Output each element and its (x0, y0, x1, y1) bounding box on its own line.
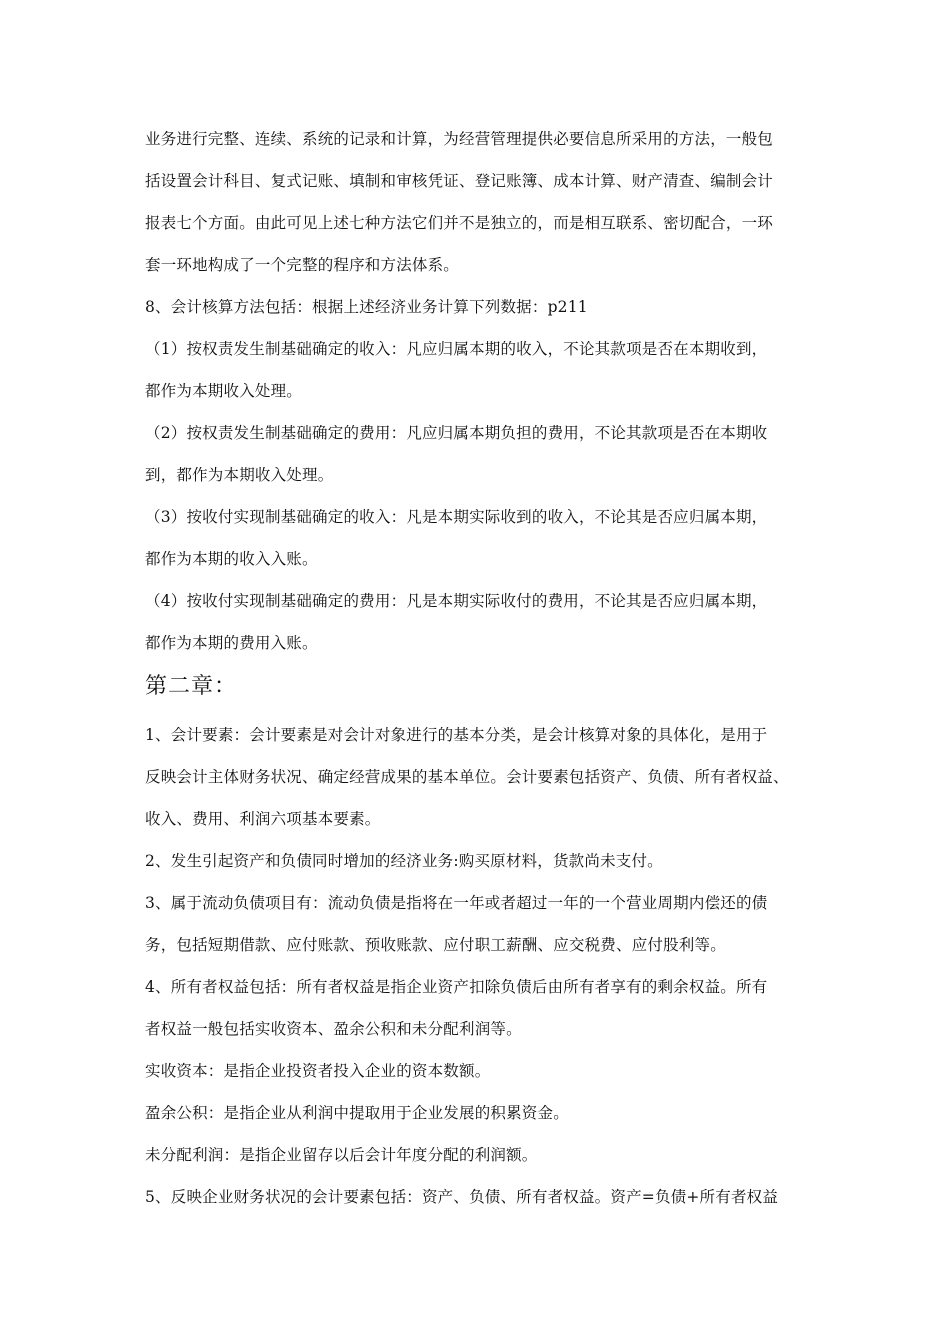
text-line: 未分配利润：是指企业留存以后会计年度分配的利润额。 (145, 1146, 538, 1164)
text-line: 收入、费用、利润六项基本要素。 (145, 810, 381, 828)
chapter-heading: 第二章： (145, 674, 238, 699)
text-line: 报表七个方面。由此可见上述七种方法它们并不是独立的，而是相互联系、密切配合，一环 (145, 214, 774, 232)
text-line: 都作为本期的收入入账。 (145, 550, 318, 568)
text-line: 务，包括短期借款、应付账款、预收账款、应付职工薪酬、应交税费、应付股利等。 (145, 936, 726, 954)
text-line: 实收资本：是指企业投资者投入企业的资本数额。 (145, 1062, 491, 1080)
text-line: 3、属于流动负债项目有：流动负债是指将在一年或者超过一年的一个营业周期内偿还的债 (145, 894, 768, 912)
text-line: 者权益一般包括实收资本、盈余公积和未分配利润等。 (145, 1020, 522, 1038)
text-line: 都作为本期收入处理。 (145, 382, 303, 400)
text-line: 套一环地构成了一个完整的程序和方法体系。 (145, 256, 460, 274)
text-line: 都作为本期的费用入账。 (145, 634, 318, 652)
text-line: （4）按收付实现制基础确定的费用：凡是本期实际收付的费用，不论其是否应归属本期， (145, 592, 768, 610)
text-line: 到，都作为本期收入处理。 (145, 466, 334, 484)
text-line: 5、反映企业财务状况的会计要素包括：资产、负债、所有者权益。资产=负债+所有者权益 (145, 1188, 779, 1206)
text-line: （3）按收付实现制基础确定的收入：凡是本期实际收到的收入，不论其是否应归属本期， (145, 508, 768, 526)
text-line: 反映会计主体财务状况、确定经营成果的基本单位。会计要素包括资产、负债、所有者权益、 (145, 768, 789, 786)
text-line: 2、发生引起资产和负债同时增加的经济业务:购买原材料，货款尚未支付。 (145, 852, 663, 870)
text-line: （2）按权责发生制基础确定的费用：凡应归属本期负担的费用，不论其款项是否在本期收 (145, 424, 768, 442)
text-line: 4、所有者权益包括：所有者权益是指企业资产扣除负债后由所有者享有的剩余权益。所有 (145, 978, 768, 996)
text-line: 盈余公积：是指企业从利润中提取用于企业发展的积累资金。 (145, 1104, 569, 1122)
text-line: 8、会计核算方法包括：根据上述经济业务计算下列数据：p211 (145, 298, 588, 316)
text-line: 括设置会计科目、复式记账、填制和审核凭证、登记账簿、成本计算、财产清查、编制会计 (145, 172, 774, 190)
text-line: （1）按权责发生制基础确定的收入：凡应归属本期的收入，不论其款项是否在本期收到， (145, 340, 768, 358)
document-body (145, 118, 815, 1218)
text-line: 业务进行完整、连续、系统的记录和计算，为经营管理提供必要信息所采用的方法，一般包 (145, 130, 774, 148)
text-line: 1、会计要素：会计要素是对会计对象进行的基本分类，是会计核算对象的具体化，是用于 (145, 726, 768, 744)
